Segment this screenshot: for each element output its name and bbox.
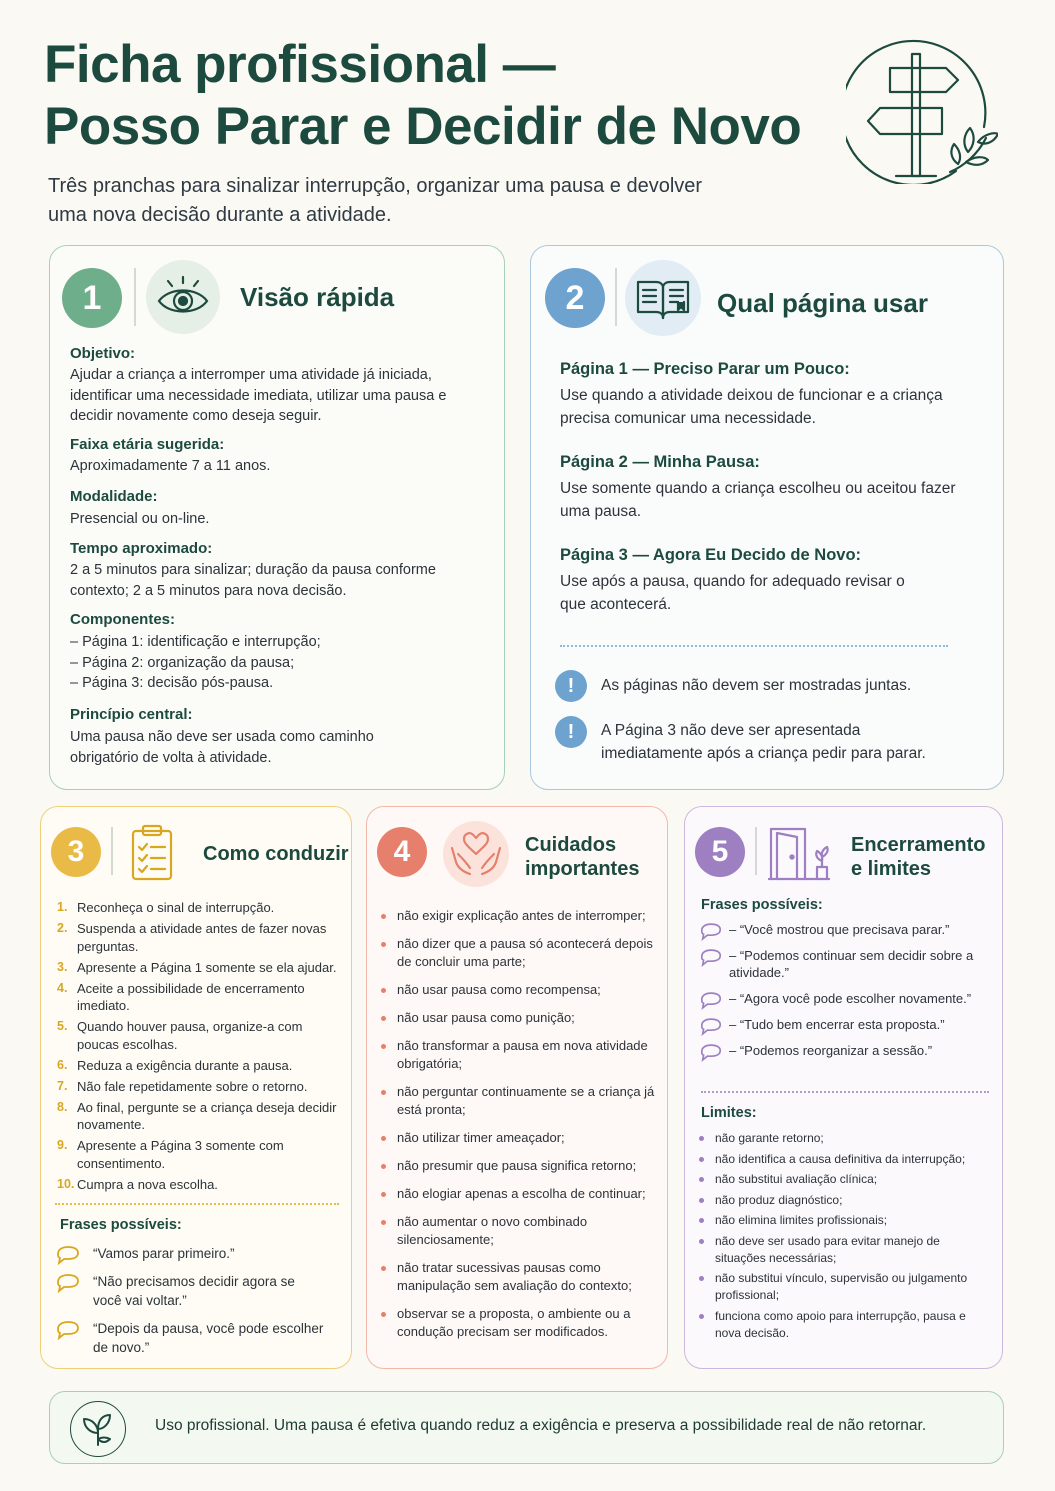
list-item: 7. Não fale repetidamente sobre o retorno. <box>57 1078 308 1094</box>
card-number-badge: 3 <box>51 827 101 877</box>
heart-hands-icon <box>443 821 509 887</box>
list-item: não usar pausa como punição; <box>381 1009 661 1027</box>
book-icon <box>625 260 701 336</box>
list-item: não dizer que a pausa só acontecerá depois de concluir uma parte; <box>381 935 661 971</box>
text-objective: Ajudar a criança a interromper uma atividade já iniciada, identificar uma necessidade imediata, utilizar uma pausa e decidir novamente como deseja seguir. <box>70 367 447 424</box>
page-2-text: Use somente quando a criança escolheu ou aceitou fazer uma pausa. <box>560 480 956 520</box>
speech-bubble-icon <box>699 991 723 1010</box>
list-item: funciona como apoio para interrupção, pausa e nova decisão. <box>699 1308 991 1342</box>
footer-text: Uso profissional. Uma pausa é efetiva quando reduz a exigência e preserva a possibilidade real de não retornar. <box>155 1417 927 1434</box>
list-item: não presumir que pausa significa retorno; <box>381 1157 661 1175</box>
page-subtitle: Três pranchas para sinalizar interrupção, organizar uma pausa e devolver uma nova decisão durante a atividade. <box>48 175 703 226</box>
list-item: – “Você mostrou que precisava parar.” <box>699 921 989 938</box>
list-item: 2. Suspenda a atividade antes de fazer novas perguntas. <box>57 921 327 954</box>
card-number-badge: 1 <box>62 268 122 328</box>
label-principle: Princípio central: <box>70 706 193 723</box>
clipboard-icon <box>129 823 175 886</box>
card-title: Cuidados importantes <box>525 834 640 880</box>
label-age-range: Faixa etária sugerida: <box>70 436 225 453</box>
text-age-range: Aproximadamente 7 a 11 anos. <box>70 458 271 474</box>
list-item: não utilizar timer ameaçador; <box>381 1129 661 1147</box>
list-item: não usar pausa como recompensa; <box>381 981 661 999</box>
card-closing-limits <box>684 806 1003 1369</box>
list-item: – Página 1: identificação e interrupção; <box>70 634 321 650</box>
list-item: – Página 2: organização da pausa; <box>70 654 295 671</box>
list-item: 10. Cumpra a nova escolha. <box>57 1176 218 1192</box>
card-number-badge: 5 <box>695 827 745 877</box>
card-title: Visão rápida <box>240 282 395 312</box>
list-item: – “Agora você pode escolher novamente.” <box>699 990 989 1007</box>
list-item: 8. Ao final, pergunte se a criança deseja decidir novamente. <box>57 1099 337 1132</box>
speech-bubble-icon <box>55 1320 81 1340</box>
limits-list <box>699 1130 991 1342</box>
footer-note <box>49 1391 1004 1464</box>
steps-list <box>57 899 345 1197</box>
list-item: não garante retorno; <box>699 1130 991 1147</box>
warning-text: As páginas não devem ser mostradas juntas. <box>601 677 912 694</box>
list-item: não identifica a causa definitiva da interrupção; <box>699 1151 991 1168</box>
label-modality: Modalidade: <box>70 488 158 505</box>
card-quick-view <box>49 245 505 790</box>
list-item: não elimina limites profissionais; <box>699 1212 991 1229</box>
phrases-label: Frases possíveis: <box>701 897 823 913</box>
card-how-to-conduct <box>40 806 352 1369</box>
list-item: não substitui avaliação clínica; <box>699 1171 991 1188</box>
list-item: “Não precisamos decidir agora se você vai voltar.” <box>55 1272 325 1310</box>
list-item: não substitui vínculo, supervisão ou julgamento profissional; <box>699 1270 991 1304</box>
list-item: 5. Quando houver pausa, organize-a com poucas escolhas. <box>57 1019 303 1052</box>
label-time: Tempo aproximado: <box>70 540 213 557</box>
list-item: 4. Aceite a possibilidade de encerramento imediato. <box>57 980 305 1013</box>
list-item: não deve ser usado para evitar manejo de situações necessárias; <box>699 1233 991 1267</box>
list-item: 9. Apresente a Página 3 somente com consentimento. <box>57 1138 284 1171</box>
speech-bubble-icon <box>55 1273 81 1293</box>
leaves-icon <box>70 1401 126 1457</box>
label-objective: Objetivo: <box>70 345 136 362</box>
speech-bubble-icon <box>699 922 723 941</box>
list-item: observar se a proposta, o ambiente ou a condução precisam ser modificados. <box>381 1305 661 1341</box>
list-item: “Vamos parar primeiro.” <box>55 1244 325 1263</box>
limits-label: Limites: <box>701 1105 757 1121</box>
list-item: não perguntar continuamente se a criança já está pronta; <box>381 1083 661 1119</box>
list-item: não elogiar apenas a escolha de continuar; <box>381 1185 661 1203</box>
warning-icon: ! <box>555 670 587 702</box>
phrases-list <box>699 921 989 1059</box>
page-3-text: Use após a pausa, quando for adequado revisar o que acontecerá. <box>560 573 905 613</box>
list-item: não transformar a pausa em nova atividade obrigatória; <box>381 1037 661 1073</box>
warning-text: A Página 3 não deve ser apresentada imediatamente após a criança pedir para parar. <box>601 722 926 762</box>
text-time: 2 a 5 minutos para sinalizar; duração da pausa conforme contexto; 2 a 5 minutos para nova decisão. <box>70 562 436 599</box>
cautions-list <box>381 907 661 1341</box>
list-item: não exigir explicação antes de interromper; <box>381 907 661 925</box>
page-1-label: Página 1 — Preciso Parar um Pouco: <box>560 360 850 378</box>
page-title: Ficha profissional — Posso Parar e Decidir de Novo <box>44 35 802 156</box>
text-modality: Presencial ou on-line. <box>70 511 210 527</box>
phrases-list <box>55 1244 325 1357</box>
card-important-cautions <box>366 806 668 1369</box>
warning-icon: ! <box>555 716 587 748</box>
list-item: – “Tudo bem encerrar esta proposta.” <box>699 1016 989 1033</box>
page-3-label: Página 3 — Agora Eu Decido de Novo: <box>560 546 862 564</box>
page-2-label: Página 2 — Minha Pausa: <box>560 453 760 471</box>
label-components: Componentes: <box>70 611 175 628</box>
text-principle: Uma pausa não deve ser usada como caminho obrigatório de volta à atividade. <box>70 729 374 766</box>
card-title: Como conduzir <box>203 843 349 865</box>
list-item: 3. Apresente a Página 1 somente se ela ajudar. <box>57 959 337 975</box>
list-item: não tratar sucessivas pausas como manipulação sem avaliação do contexto; <box>381 1259 661 1295</box>
card-number-badge: 4 <box>377 827 427 877</box>
card-number-badge: 2 <box>545 268 605 328</box>
list-item: não aumentar o novo combinado silenciosamente; <box>381 1213 661 1249</box>
list-item: “Depois da pausa, você pode escolher de novo.” <box>55 1319 325 1357</box>
list-item: – “Podemos continuar sem decidir sobre a atividade.” <box>699 947 989 981</box>
list-item: – “Podemos reorganizar a sessão.” <box>699 1042 989 1059</box>
card-title: Qual página usar <box>717 288 928 318</box>
page-1-text: Use quando a atividade deixou de funcionar e a criança precisa comunicar uma necessidade. <box>560 387 943 427</box>
speech-bubble-icon <box>55 1245 81 1265</box>
components-list <box>70 632 480 694</box>
speech-bubble-icon <box>699 1017 723 1036</box>
card-title: Encerramento e limites <box>851 834 986 880</box>
signpost-icon <box>846 32 998 184</box>
list-item: não produz diagnóstico; <box>699 1192 991 1209</box>
speech-bubble-icon <box>699 1043 723 1062</box>
list-item: 6. Reduza a exigência durante a pausa. <box>57 1057 293 1073</box>
card-which-page <box>530 245 1004 790</box>
list-item: 1. Reconheça o sinal de interrupção. <box>57 900 275 915</box>
eye-icon <box>146 260 220 334</box>
list-item: – Página 3: decisão pós-pausa. <box>70 675 274 691</box>
phrases-label: Frases possíveis: <box>60 1217 182 1233</box>
speech-bubble-icon <box>699 948 723 967</box>
door-icon <box>767 825 833 886</box>
